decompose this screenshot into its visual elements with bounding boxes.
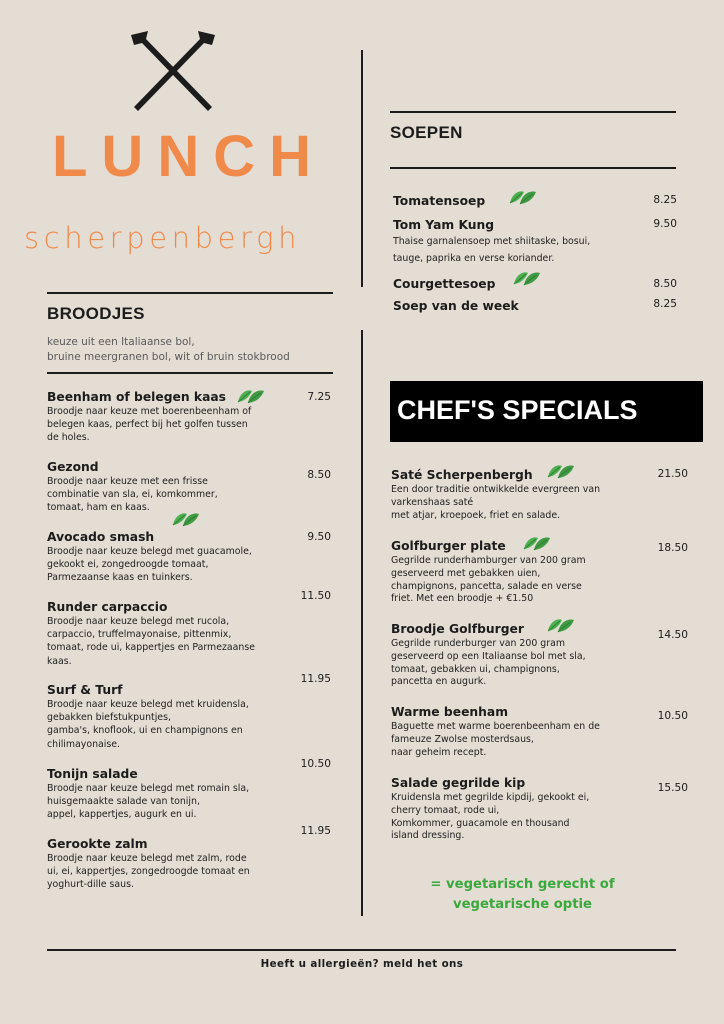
menu-item-name: Courgettesoep: [393, 277, 496, 291]
menu-item-description: tomaat, gebakken ui, champignons,: [391, 663, 560, 675]
menu-item-name: Salade gegrilde kip: [391, 776, 526, 790]
menu-item-description: appel, kappertjes, augurk en ui.: [47, 809, 197, 821]
menu-item-description: combinatie van sla, ei, komkommer,: [47, 489, 218, 501]
menu-item-name: Tom Yam Kung: [393, 218, 495, 232]
menu-item-description: huisgemaakte salade van tonijn,: [47, 796, 200, 808]
menu-item-name: Tonijn salade: [47, 767, 138, 781]
menu-item-name: Gerookte zalm: [47, 837, 148, 851]
vertical-divider-top: [361, 50, 363, 287]
leaf-icon: [512, 270, 542, 288]
menu-item-description: geserveerd op een Italiaanse bol met sla,: [391, 650, 586, 662]
menu-item-description: Gegrilde runderhamburger van 200 gram: [391, 555, 586, 566]
menu-item-description: Komkommer, guacamole en thousand: [391, 817, 570, 829]
menu-item-name: Tomatensoep: [393, 194, 486, 208]
menu-item-description: met atjar, kroepoek, friet en salade.: [391, 509, 561, 521]
broodjes-subtext-1: keuze uit een Italiaanse bol,: [47, 336, 195, 348]
footer-rule: [47, 949, 676, 951]
menu-item-price: 9.50: [307, 531, 331, 543]
leaf-icon: [546, 463, 576, 481]
menu-item-description: yoghurt-dille saus.: [47, 879, 134, 891]
menu-item-description: geserveerd met gebakken uien,: [391, 567, 541, 579]
page-title: LUNCH: [52, 124, 325, 189]
menu-item-price: 15.50: [657, 782, 688, 794]
leaf-icon: [171, 511, 201, 529]
menu-item-description: fameuze Zwolse mosterdsaus,: [391, 733, 534, 745]
menu-item-description: Broodje naar keuze met boerenbeenham of: [47, 406, 252, 417]
broodjes-top-rule: [47, 292, 333, 294]
menu-item-name: Golfburger plate: [391, 539, 506, 553]
menu-item-description: de holes.: [47, 432, 90, 444]
menu-item-description: Broodje naar keuze belegd met romain sla,: [47, 783, 250, 794]
allergy-footer: Heeft u allergieën? meld het ons: [260, 958, 464, 970]
menu-item-name: Soep van de week: [393, 299, 519, 313]
menu-item-description: Broodje naar keuze belegd met rucola,: [47, 616, 230, 627]
menu-item-description: Een door traditie ontwikkelde evergreen van: [391, 484, 601, 495]
menu-item-description: gamba's, knoflook, ui en champignons en: [47, 725, 243, 737]
menu-item-name: Saté Scherpenbergh: [391, 468, 533, 482]
menu-item-description: varkenshaas saté: [391, 496, 474, 508]
menu-item-name: Gezond: [47, 460, 99, 474]
leaf-icon: [546, 617, 576, 635]
page-subtitle: scherpenbergh: [24, 221, 302, 255]
menu-item-description: naar geheim recept.: [391, 746, 487, 758]
leaf-icon: [508, 189, 538, 207]
menu-item-price: 8.25: [653, 194, 677, 206]
menu-item-description: friet. Met een broodje + €1.50: [391, 593, 534, 605]
menu-item-name: Beenham of belegen kaas: [47, 390, 227, 404]
menu-item-description: Broodje naar keuze belegd met guacamole,: [47, 546, 252, 557]
broodjes-heading: BROODJES: [47, 304, 145, 323]
menu-item-name: Broodje Golfburger: [391, 622, 524, 636]
menu-item-description: Broodje naar keuze belegd met zalm, rode: [47, 853, 247, 864]
menu-item-description: ui, ei, kappertjes, zongedroogde tomaat en: [47, 866, 250, 878]
menu-item-description: champignons, pancetta, salade en verse: [391, 580, 582, 592]
leaf-icon: [522, 535, 552, 553]
veg-note-line-1: = vegetarisch gerecht of: [430, 877, 615, 892]
menu-item-price: 14.50: [657, 629, 688, 641]
menu-item-description: cherry tomaat, rode ui,: [391, 804, 500, 816]
menu-item-description: tauge, paprika en verse koriander.: [393, 252, 555, 264]
menu-item-description: Parmezaanse kaas en tuinkers.: [47, 572, 193, 584]
soepen-bottom-rule: [390, 167, 676, 169]
menu-item-price: 10.50: [657, 710, 688, 722]
veg-note-line-2: vegetarische optie: [452, 897, 592, 912]
menu-item-description: belegen kaas, perfect bij het golfen tussen: [47, 419, 248, 431]
soepen-heading: SOEPEN: [390, 123, 463, 142]
menu-item-name: Warme beenham: [391, 705, 509, 719]
menu-item-description: Gegrilde runderburger van 200 gram: [391, 638, 565, 649]
broodjes-subtext-2: bruine meergranen bol, wit of bruin stokbrood: [47, 351, 290, 363]
menu-item-description: tomaat, rode ui, kappertjes en Parmezaanse: [47, 642, 255, 654]
menu-item-description: Broodje naar keuze belegd met kruidensla,: [47, 699, 249, 710]
menu-item-price: 8.50: [307, 469, 331, 481]
menu-item-description: kaas.: [47, 655, 72, 667]
menu-item-price: 9.50: [653, 218, 677, 230]
menu-item-description: tomaat, ham en kaas.: [47, 502, 150, 514]
menu-item-description: carpaccio, truffelmayonaise, pittenmix,: [47, 629, 232, 641]
menu-item-description: pancetta en augurk.: [391, 676, 487, 688]
soepen-top-rule: [390, 111, 676, 113]
crossed-golf-tees-icon: [128, 27, 218, 113]
menu-item-price: 8.25: [653, 298, 677, 310]
menu-item-description: island dressing.: [391, 830, 465, 842]
menu-item-description: Thaise garnalensoep met shiitaske, bosui,: [393, 236, 591, 247]
menu-item-name: Avocado smash: [47, 530, 155, 544]
menu-item-description: Baguette met warme boerenbeenham en de: [391, 721, 600, 732]
menu-item-description: gekookt ei, zongedroogde tomaat,: [47, 559, 209, 571]
leaf-icon: [236, 388, 266, 406]
menu-item-price: 11.95: [300, 825, 331, 837]
vertical-divider-main: [361, 330, 363, 916]
menu-item-price: 10.50: [300, 758, 331, 770]
menu-item-name: Surf & Turf: [47, 683, 123, 697]
specials-heading: CHEF'S SPECIALS: [397, 395, 638, 425]
menu-item-price: 11.95: [300, 673, 331, 685]
menu-item-price: 8.50: [653, 278, 677, 290]
menu-item-price: 21.50: [657, 468, 688, 480]
menu-item-name: Runder carpaccio: [47, 600, 168, 614]
menu-item-description: gebakken biefstukpuntjes,: [47, 712, 171, 724]
menu-item-price: 11.50: [300, 590, 331, 602]
menu-item-description: Kruidensla met gegrilde kipdij, gekookt ei,: [391, 792, 590, 803]
menu-item-price: 18.50: [657, 542, 688, 554]
menu-item-price: 7.25: [307, 391, 331, 403]
broodjes-bottom-rule: [47, 372, 333, 374]
menu-item-description: Broodje naar keuze met een frisse: [47, 476, 208, 487]
menu-item-description: chilimayonaise.: [47, 738, 120, 750]
